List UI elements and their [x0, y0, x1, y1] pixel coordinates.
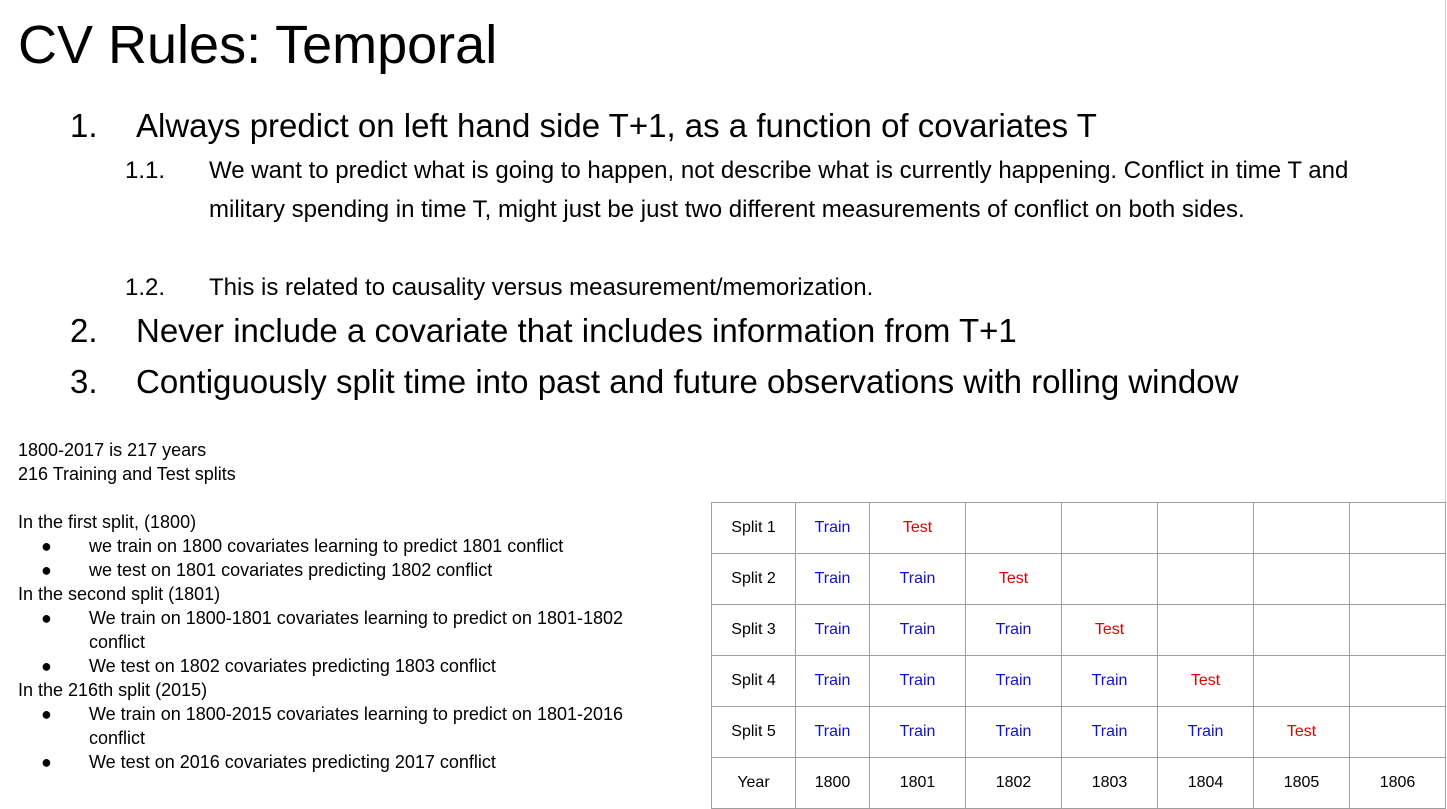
- table-row: [712, 656, 1446, 707]
- rule-1-number: 1.: [70, 107, 98, 144]
- rule-3-text: Contiguously split time into past and future observations with rolling window: [136, 363, 1239, 400]
- split-notes: [18, 438, 698, 774]
- train-cell: Train: [1062, 707, 1158, 758]
- notes-second-bullet-2-text: We test on 1802 covariates predicting 1803 conflict: [89, 656, 496, 676]
- train-cell: Train: [870, 656, 966, 707]
- year-cell: 1803: [1062, 758, 1158, 809]
- empty-cell: [1062, 554, 1158, 605]
- notes-first-split: In the first split, (1800): [18, 512, 197, 532]
- notes-second-bullet-1-cont-text: conflict: [89, 632, 146, 652]
- notes-second-bullet-2: [18, 654, 698, 678]
- bullet-icon: ●: [41, 752, 52, 772]
- row-label-cell: Year: [712, 758, 796, 809]
- notes-second-bullet-1-text: We train on 1800-1801 covariates learning to predict on 1801-1802: [89, 608, 624, 628]
- rule-2-number: 2.: [70, 312, 98, 349]
- table-row: [712, 758, 1446, 809]
- row-label-cell: Split 2: [712, 554, 796, 605]
- empty-cell: [1350, 503, 1446, 554]
- notes-last-bullet-2-text: We test on 2016 covariates predicting 2017 conflict: [89, 752, 496, 772]
- empty-cell: [1254, 605, 1350, 656]
- row-label-cell: Split 1: [712, 503, 796, 554]
- rule-2-text: Never include a covariate that includes information from T+1: [136, 312, 1017, 349]
- notes-second-split: In the second split (1801): [18, 584, 221, 604]
- notes-last-bullet-1-cont-text: conflict: [89, 728, 146, 748]
- train-cell: Train: [966, 707, 1062, 758]
- test-cell: Test: [1158, 656, 1254, 707]
- table-row: [712, 605, 1446, 656]
- table-row: [712, 554, 1446, 605]
- bullet-icon: ●: [41, 704, 52, 724]
- train-cell: Train: [870, 707, 966, 758]
- train-cell: Train: [966, 605, 1062, 656]
- notes-last-bullet-1-text: We train on 1800-2015 covariates learning to predict on 1801-2016: [89, 704, 624, 724]
- rule-1-2-number: 1.2.: [125, 274, 166, 301]
- test-cell: Test: [870, 503, 966, 554]
- rule-1-2-text: This is related to causality versus measurement/memorization.: [209, 274, 874, 301]
- row-label-cell: Split 3: [712, 605, 796, 656]
- bullet-icon: ●: [41, 608, 52, 628]
- notes-last-bullet-2: [18, 750, 698, 774]
- empty-cell: [1350, 554, 1446, 605]
- train-cell: Train: [796, 707, 870, 758]
- empty-cell: [1158, 554, 1254, 605]
- notes-last-split: In the 216th split (2015): [18, 680, 208, 700]
- rule-1-text: Always predict on left hand side T+1, as a function of covariates T: [136, 107, 1097, 144]
- notes-second-bullet-1: [18, 606, 698, 630]
- year-cell: 1806: [1350, 758, 1446, 809]
- notes-last-bullet-1: [18, 702, 698, 726]
- year-cell: 1800: [796, 758, 870, 809]
- empty-cell: [966, 503, 1062, 554]
- notes-first-bullet-1-text: we train on 1800 covariates learning to predict 1801 conflict: [89, 536, 564, 556]
- empty-cell: [1254, 503, 1350, 554]
- train-cell: Train: [966, 656, 1062, 707]
- empty-cell: [1350, 707, 1446, 758]
- train-cell: Train: [1062, 656, 1158, 707]
- bullet-icon: ●: [41, 560, 52, 580]
- notes-splits-line: 216 Training and Test splits: [18, 464, 236, 484]
- train-cell: Train: [870, 605, 966, 656]
- table-row: [712, 707, 1446, 758]
- train-cell: Train: [796, 605, 870, 656]
- year-cell: 1802: [966, 758, 1062, 809]
- notes-first-bullet-2: [18, 558, 698, 582]
- splits-table: [711, 502, 1446, 809]
- empty-cell: [1350, 605, 1446, 656]
- year-cell: 1801: [870, 758, 966, 809]
- notes-last-bullet-1-cont: [18, 726, 698, 750]
- train-cell: Train: [870, 554, 966, 605]
- year-cell: 1805: [1254, 758, 1350, 809]
- notes-second-bullet-1-cont: [18, 630, 698, 654]
- test-cell: Test: [1254, 707, 1350, 758]
- empty-cell: [1254, 656, 1350, 707]
- train-cell: Train: [796, 503, 870, 554]
- notes-first-bullet-1: [18, 534, 698, 558]
- test-cell: Test: [1062, 605, 1158, 656]
- row-label-cell: Split 5: [712, 707, 796, 758]
- train-cell: Train: [796, 656, 870, 707]
- notes-spacer: [18, 486, 698, 510]
- bullet-icon: ●: [41, 536, 52, 556]
- empty-cell: [1062, 503, 1158, 554]
- table-row: [712, 503, 1446, 554]
- splits-table-body: [712, 503, 1446, 809]
- rule-1-1-number: 1.1.: [125, 157, 166, 184]
- train-cell: Train: [1158, 707, 1254, 758]
- test-cell: Test: [966, 554, 1062, 605]
- empty-cell: [1158, 503, 1254, 554]
- bullet-icon: ●: [41, 656, 52, 676]
- slide-title: CV Rules: Temporal: [18, 15, 498, 75]
- empty-cell: [1350, 656, 1446, 707]
- rule-3-number: 3.: [70, 363, 98, 400]
- row-label-cell: Split 4: [712, 656, 796, 707]
- empty-cell: [1158, 605, 1254, 656]
- empty-cell: [1254, 554, 1350, 605]
- train-cell: Train: [796, 554, 870, 605]
- year-cell: 1804: [1158, 758, 1254, 809]
- rule-1-1-text: We want to predict what is going to happen, not describe what is currently happening. Conflict in time T and military spending in time T, might just be just two different measurements of conflict on both sides.: [209, 157, 1349, 223]
- notes-years-line: 1800-2017 is 217 years: [18, 440, 207, 460]
- notes-first-bullet-2-text: we test on 1801 covariates predicting 1802 conflict: [89, 560, 493, 580]
